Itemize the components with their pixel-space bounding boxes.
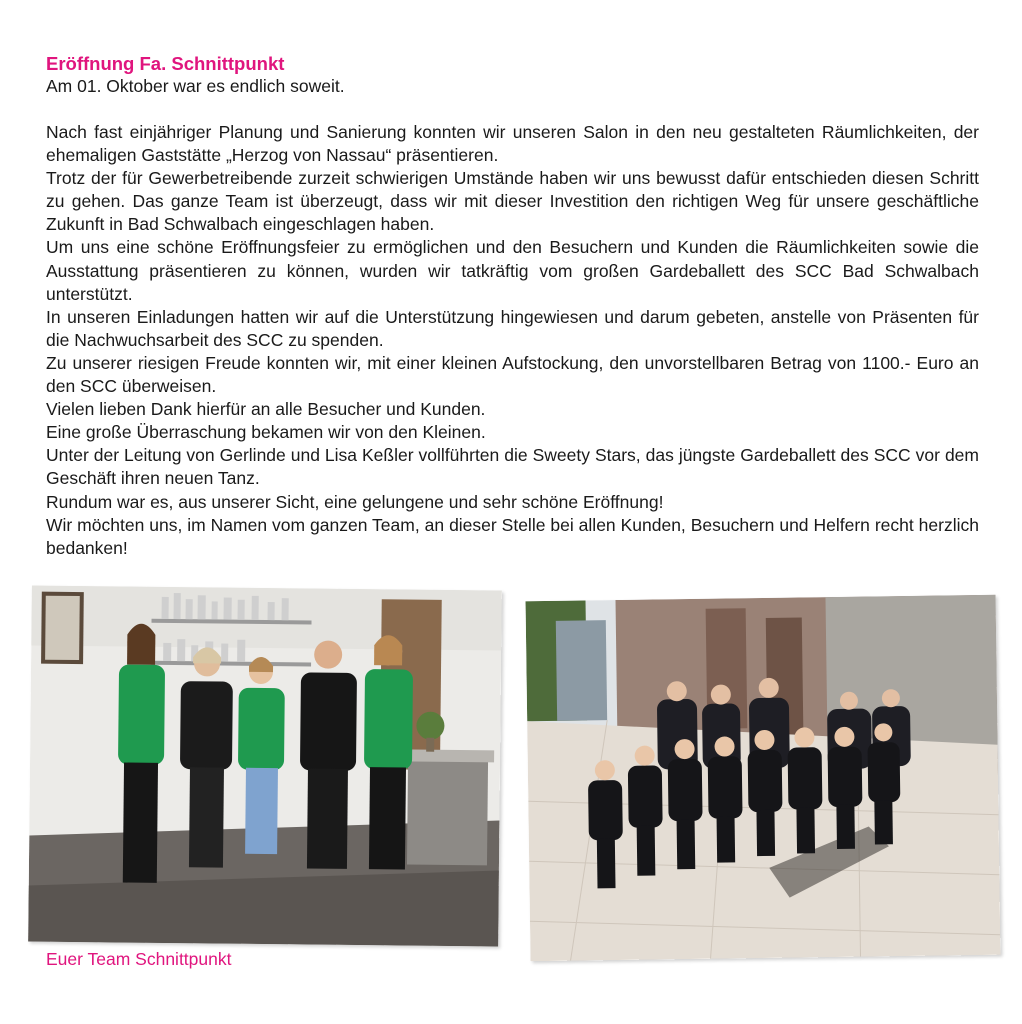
paragraph-gap xyxy=(46,98,979,121)
signature: Euer Team Schnittpunkt xyxy=(46,949,232,969)
paragraph: Vielen lieben Dank hierfür an alle Besucher und Kunden. xyxy=(46,399,486,420)
children-photo xyxy=(526,595,1001,962)
paragraph: Wir möchten uns, im Namen vom ganzen Team, an dieser Stelle bei allen Kunden, Besuchern und Helfern recht herzlich bedanken! xyxy=(46,514,979,558)
article-subtitle: Am 01. Oktober war es endlich soweit. xyxy=(46,76,345,96)
paragraph: Eine große Überraschung bekamen wir von den Kleinen. xyxy=(46,422,486,443)
paragraph: Um uns eine schöne Eröffnungsfeier zu ermöglichen und den Besuchern und Kunden die Räumlichkeiten sowie die Ausstattung präsentieren zu können, wurden wir tatkräftig vom großen Gardeballett des SCC Bad Schwalbach unterstützt. xyxy=(46,237,979,304)
article xyxy=(46,52,979,560)
paragraph: Unter der Leitung von Gerlinde und Lisa Keßler vollführten die Sweety Stars, das jüngste Gardeballett des SCC vor dem Geschäft ihren neuen Tanz. xyxy=(46,445,979,489)
paragraph: Rundum war es, aus unserer Sicht, eine gelungene und sehr schöne Eröffnung! xyxy=(46,491,664,512)
article-title: Eröffnung Fa. Schnittpunkt xyxy=(46,53,285,74)
paragraph: In unseren Einladungen hatten wir auf die Unterstützung hingewiesen und darum gebeten, anstelle von Präsenten für die Nachwuchsarbeit des SCC zu spenden. xyxy=(46,306,979,350)
paragraph: Trotz der für Gewerbetreibende zurzeit schwierigen Umstände haben wir uns bewusst dafür entschieden diesen Schritt zu gehen. Das ganze Team ist überzeugt, dass wir mit dieser Investition den richtigen Weg für unsere geschäftliche Zukunft in Bad Schwalbach eingeschlagen haben. xyxy=(46,168,979,235)
paragraph: Zu unserer riesigen Freude konnten wir, mit einer kleinen Aufstockung, den unvorstellbaren Betrag von 1100.- Euro an den SCC überweisen. xyxy=(46,352,979,397)
team-photo xyxy=(28,586,502,947)
paragraph: Nach fast einjähriger Planung und Sanierung konnten wir unseren Salon in den neu gestalteten Räumlichkeiten, der ehemaligen Gaststätte „Herzog von Nassau“ präsentieren. xyxy=(46,122,979,166)
article-body xyxy=(46,121,979,560)
team-photo-illustration xyxy=(28,586,502,947)
children-photo-illustration xyxy=(526,595,1001,962)
